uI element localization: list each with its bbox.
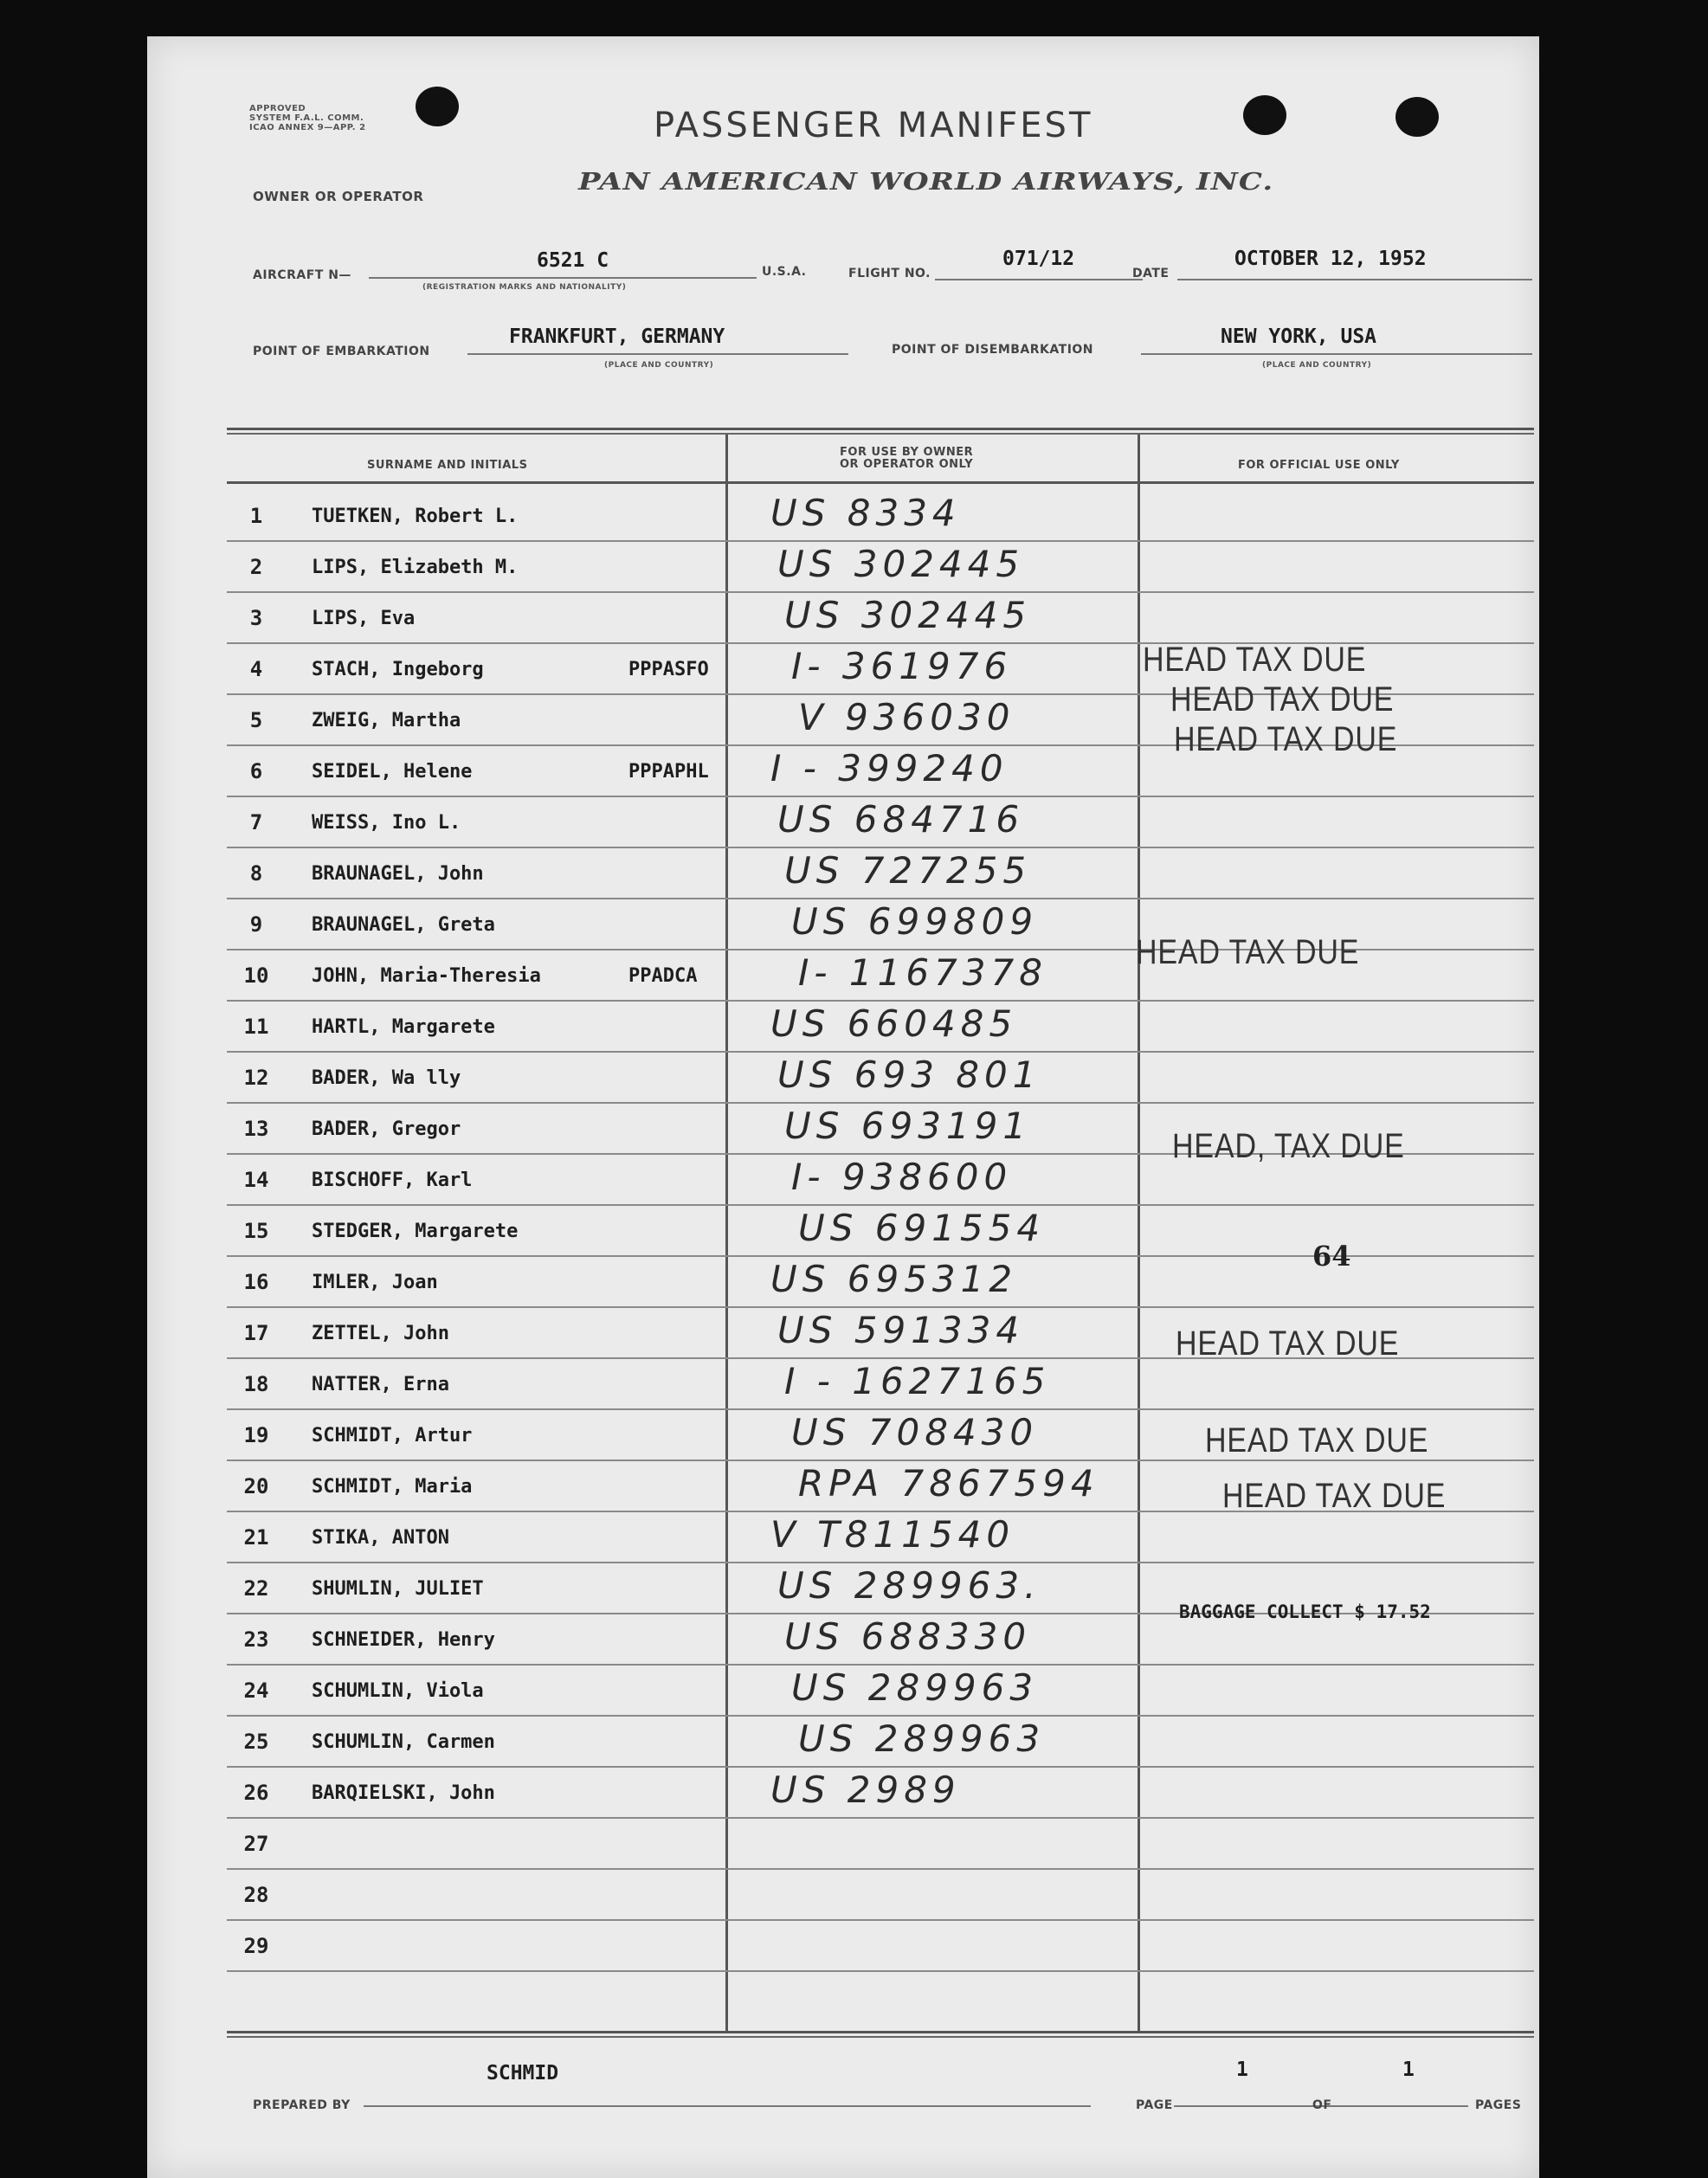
passenger-name: BARQIELSKI, John — [312, 1782, 495, 1804]
column-header-names: SURNAME AND INITIALS — [367, 459, 528, 472]
passport-number: US 8334 — [770, 492, 961, 534]
passenger-name: SCHMIDT, Artur — [312, 1425, 473, 1447]
row-number: 29 — [243, 1934, 269, 1958]
table-row — [147, 1769, 1539, 1820]
passenger-code: PPPAPHL — [628, 761, 709, 783]
table-row — [147, 1360, 1539, 1411]
table-row — [147, 492, 1539, 543]
prepared-by-value: SCHMID — [487, 2062, 559, 2085]
disembarkation-value: NEW YORK, USA — [1221, 325, 1377, 348]
form-reference: APPROVED SYSTEM F.A.L. COMM. ICAO ANNEX 9—APP. 2 — [249, 104, 366, 132]
row-number: 17 — [243, 1321, 269, 1345]
baggage-collect-note: BAGGAGE COLLECT $ 17.52 — [1179, 1601, 1431, 1622]
passport-number: V 936030 — [798, 696, 1015, 738]
table-row — [147, 594, 1539, 645]
row-number: 19 — [243, 1423, 269, 1447]
passport-number: US 688330 — [784, 1615, 1032, 1658]
official-mark: HEAD TAX DUE — [1143, 641, 1367, 679]
disembarkation-label: POINT OF DISEMBARKATION — [892, 343, 1094, 357]
table-row — [147, 849, 1539, 900]
passport-number: I- 938600 — [791, 1156, 1013, 1198]
row-number: 1 — [249, 504, 263, 528]
embarkation-value: FRANKFURT, GERMANY — [509, 325, 725, 348]
row-number: 7 — [249, 810, 263, 834]
passenger-name: SCHUMLIN, Carmen — [312, 1731, 495, 1753]
passenger-name: BISCHOFF, Karl — [312, 1170, 473, 1191]
passenger-name: SCHNEIDER, Henry — [312, 1629, 495, 1651]
passport-number: US 699809 — [791, 900, 1039, 943]
table-row — [147, 1666, 1539, 1717]
passenger-name: WEISS, Ino L. — [312, 812, 461, 834]
passenger-name: JOHN, Maria-Theresia — [312, 965, 541, 987]
official-mark: HEAD TAX DUE — [1205, 1421, 1429, 1460]
official-number: 64 — [1312, 1240, 1351, 1273]
owner-label: OWNER OR OPERATOR — [253, 189, 424, 204]
passenger-name: LIPS, Elizabeth M. — [312, 557, 519, 578]
passport-number: US 289963. — [777, 1564, 1041, 1607]
passport-number: I - 399240 — [770, 747, 1009, 789]
operator-name: PAN AMERICAN WORLD AIRWAYS, INC. — [578, 168, 1274, 196]
passport-number: US 591334 — [777, 1309, 1025, 1351]
passport-number: US 289963 — [791, 1666, 1039, 1709]
passenger-name: STEDGER, Margarete — [312, 1221, 519, 1242]
passport-number: I- 1167378 — [798, 951, 1047, 994]
passport-number: US 2989 — [770, 1769, 961, 1811]
passenger-name: BADER, Gregor — [312, 1118, 461, 1140]
row-number: 4 — [249, 657, 263, 681]
date-value: OCTOBER 12, 1952 — [1234, 248, 1427, 270]
passport-number: US 727255 — [784, 849, 1032, 892]
row-number: 25 — [243, 1730, 269, 1754]
flight-label: FLIGHT NO. — [848, 267, 931, 280]
passport-number: US 302445 — [784, 594, 1032, 636]
row-number: 10 — [243, 963, 269, 988]
passport-number: RPA 7867594 — [798, 1462, 1099, 1505]
row-number: 16 — [243, 1270, 269, 1294]
passenger-name: ZETTEL, John — [312, 1323, 449, 1344]
passport-number: US 693 801 — [777, 1054, 1041, 1096]
official-mark: HEAD, TAX DUE — [1172, 1127, 1405, 1165]
row-number: 18 — [243, 1372, 269, 1396]
punch-hole — [1395, 97, 1439, 137]
table-row — [147, 798, 1539, 849]
table-row — [147, 1054, 1539, 1105]
aircraft-value: 6521 C — [537, 249, 609, 272]
row-number: 21 — [243, 1525, 269, 1550]
passenger-code: PPADCA — [628, 965, 698, 987]
row-number: 5 — [249, 708, 263, 732]
column-header-official: FOR OFFICIAL USE ONLY — [1238, 459, 1400, 472]
passport-number: I- 361976 — [791, 645, 1013, 687]
passport-number: US 684716 — [777, 798, 1025, 841]
official-mark: HEAD TAX DUE — [1176, 1324, 1400, 1363]
row-number: 12 — [243, 1066, 269, 1090]
place-caption-embark: (PLACE AND COUNTRY) — [604, 361, 714, 370]
passenger-name: BRAUNAGEL, Greta — [312, 914, 495, 936]
passport-number: US 693191 — [784, 1105, 1032, 1147]
place-caption-disembark: (PLACE AND COUNTRY) — [1262, 361, 1372, 370]
table-row — [147, 1513, 1539, 1564]
row-number: 15 — [243, 1219, 269, 1243]
usa-label: U.S.A. — [762, 265, 807, 279]
pages-label: PAGES — [1475, 2098, 1522, 2112]
row-number: 14 — [243, 1168, 269, 1192]
passenger-name: TUETKEN, Robert L. — [312, 506, 519, 527]
row-number: 13 — [243, 1117, 269, 1141]
table-row — [147, 1871, 1539, 1922]
passport-number: I - 1627165 — [784, 1360, 1051, 1402]
row-number: 26 — [243, 1781, 269, 1805]
embarkation-label: POINT OF EMBARKATION — [253, 345, 430, 358]
passenger-name: SCHUMLIN, Viola — [312, 1680, 484, 1702]
form-title: PASSENGER MANIFEST — [654, 106, 1093, 145]
passenger-name: SEIDEL, Helene — [312, 761, 473, 783]
row-number: 3 — [249, 606, 263, 630]
official-mark: HEAD TAX DUE — [1136, 933, 1360, 971]
row-number: 6 — [249, 759, 263, 783]
passport-number: US 708430 — [791, 1411, 1039, 1453]
row-number: 24 — [243, 1679, 269, 1703]
registration-caption: (REGISTRATION MARKS AND NATIONALITY) — [422, 283, 627, 292]
page-label: PAGE — [1136, 2098, 1173, 2112]
passenger-name: LIPS, Eva — [312, 608, 416, 629]
page-number: 1 — [1236, 2059, 1248, 2081]
row-number: 2 — [249, 555, 263, 579]
date-label: DATE — [1132, 267, 1170, 280]
passenger-name: STIKA, ANTON — [312, 1527, 449, 1549]
passenger-name: NATTER, Erna — [312, 1374, 449, 1395]
punch-hole — [416, 87, 459, 126]
manifest-sheet — [147, 36, 1539, 2178]
passenger-code: PPPASFO — [628, 659, 709, 680]
passenger-name: BADER, Wa lly — [312, 1067, 461, 1089]
passenger-name: ZWEIG, Martha — [312, 710, 461, 731]
passport-number: V T811540 — [770, 1513, 1015, 1556]
of-label: OF — [1312, 2098, 1332, 2112]
passport-number: US 695312 — [770, 1258, 1018, 1300]
table-row — [147, 543, 1539, 594]
passport-number: US 660485 — [770, 1002, 1018, 1045]
column-header-owner: FOR USE BY OWNER OR OPERATOR ONLY — [840, 446, 974, 471]
row-number: 27 — [243, 1832, 269, 1856]
table-row — [147, 1615, 1539, 1666]
row-number: 20 — [243, 1474, 269, 1498]
flight-number: 071/12 — [1002, 248, 1075, 270]
passenger-name: IMLER, Joan — [312, 1272, 438, 1293]
passport-number: US 691554 — [798, 1207, 1046, 1249]
row-number: 28 — [243, 1883, 269, 1907]
passport-number: US 302445 — [777, 543, 1025, 585]
prepared-by-label: PREPARED BY — [253, 2098, 351, 2112]
total-pages: 1 — [1402, 2059, 1415, 2081]
row-number: 8 — [249, 861, 263, 886]
table-row — [147, 1002, 1539, 1054]
row-number: 23 — [243, 1627, 269, 1652]
passport-number: US 289963 — [798, 1717, 1046, 1760]
passenger-name: SCHMIDT, Maria — [312, 1476, 473, 1498]
row-number: 11 — [243, 1015, 269, 1039]
passenger-name: BRAUNAGEL, John — [312, 863, 484, 885]
punch-hole — [1243, 95, 1286, 135]
official-mark: HEAD TAX DUE — [1174, 720, 1398, 758]
official-mark: HEAD TAX DUE — [1222, 1477, 1447, 1515]
table-row — [147, 1922, 1539, 1973]
table-row — [147, 1820, 1539, 1871]
row-number: 9 — [249, 912, 263, 937]
passenger-name: HARTL, Margarete — [312, 1016, 495, 1038]
passenger-name: STACH, Ingeborg — [312, 659, 484, 680]
table-row — [147, 1717, 1539, 1769]
official-mark: HEAD TAX DUE — [1170, 680, 1395, 718]
passenger-name: SHUMLIN, JULIET — [312, 1578, 484, 1600]
aircraft-label: AIRCRAFT N— — [253, 268, 351, 282]
row-number: 22 — [243, 1576, 269, 1601]
